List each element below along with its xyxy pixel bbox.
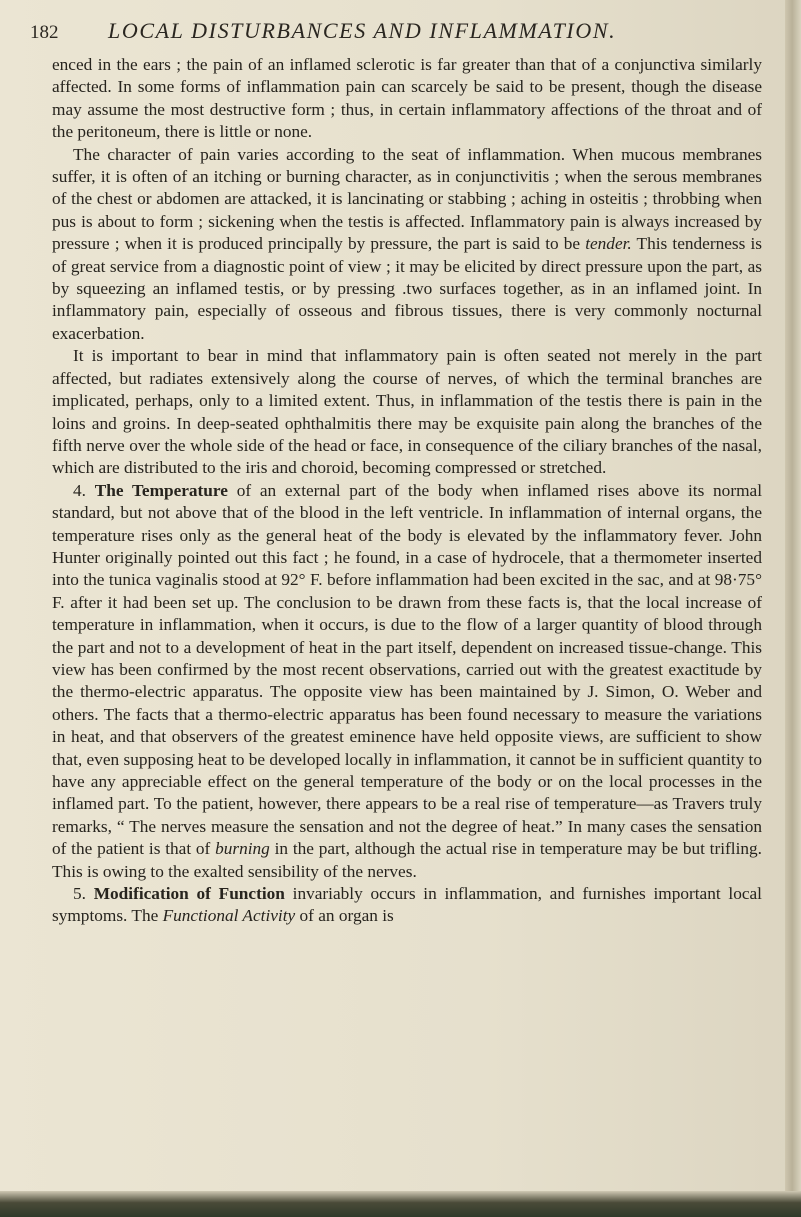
paragraph-text: The character of pain varies according to the seat of inflammation. When mucous membranes suffer, it is often of an itching or burning character, as in conjunctivitis ; when the serous membranes of the chest or abdomen are attacked, it is lancinating or stabbing ; aching in osteitis ; throbbing when pus is about to form ; sickening when the testis is affected. Inflammatory pain is always increased by pressure ; when it is produced principally by pressure, the part is said to be bbox=[52, 144, 762, 254]
page-number: 182 bbox=[30, 22, 59, 43]
section-heading-temperature: The Temperature bbox=[94, 480, 228, 500]
paragraph-function bbox=[52, 883, 762, 928]
emphasis-tender: tender. bbox=[585, 234, 632, 254]
paragraph-text: It is important to bear in mind that inflammatory pain is often seated not merely in the part affected, but radiates extensively along the course of nerves, of which the terminal branches are implicated, perhaps, only to a limited extent. Thus, in inflammation of the testis there is pain in the loins and groins. In deep-seated ophthalmitis there may be exquisite pain along the branches of the fifth nerve over the whole side of the head or face, in consequence of the ciliary branches of the nasal, which are distributed to the iris and choroid, becoming compressed or stretched. bbox=[52, 346, 762, 478]
paragraph-text: in the part, although the actual rise in temperature may be but trifling. This is owing to the exalted sensibility of the nerves. bbox=[52, 839, 762, 881]
page-edge-bottom bbox=[0, 1191, 801, 1217]
page-edge-right bbox=[785, 0, 801, 1217]
paragraph-text: enced in the ears ; the pain of an inflamed sclerotic is far greater than that of a conjunctiva similarly affected. In some forms of inflammation pain can scarcely be said to be present, though the disease may assume the most destructive form ; thus, in certain inflammatory affections of the throat and of the peritoneum, there is little or none. bbox=[52, 55, 762, 142]
emphasis-functional-activity: Functional Activity bbox=[162, 906, 296, 926]
paragraph-text: of an external part of the body when inflamed rises above its normal standard, but not above that of the blood in the left ventricle. In inflammation of internal organs, the temperature rises only as the general heat of the body is elevated by the inflammatory fever. John Hunter originally pointed out this fact ; he found, in a case of hydrocele, that a thermometer inserted into the tunica vaginalis stood at 92° F. before inflammation had been excited in the sac, and at 98·75° F. after it had been set up. The conclusion to be drawn from these facts is, that the local increase of temperature in inflammation, when it occurs, is due to the flow of a larger quantity of blood through the part and not to a development of heat in the part itself, dependent on increased tissue-change. This view has been confirmed by the most recent observations, carried out with the greatest exactitude by the thermo-electric apparatus. The opposite view has been maintained by J. Simon, O. Weber and others. The facts that a thermo-electric apparatus has been found necessary to measure the variations in heat, and that observers of the greatest eminence have held opposite views, are sufficient to show that, even supposing heat to be developed locally in inflammation, it cannot be in sufficient quantity to have any appreciable effect on the general temperature of the body or on the local processes in the inflamed part. To the patient, however, there appears to be a real rise of temperature—as Travers truly remarks, “ The nerves measure the sensation and not the degree of heat.” In many cases the sensation of the patient is that of bbox=[52, 480, 762, 859]
paragraph-text: invariably occurs in inflammation, and furnishes important local symptoms. The bbox=[52, 884, 762, 926]
section-heading-function: Modification of Function bbox=[93, 884, 285, 904]
section-number: 4. bbox=[73, 480, 86, 500]
page-header bbox=[30, 14, 770, 50]
paragraph-text: of an organ is bbox=[295, 906, 394, 926]
body-text bbox=[52, 54, 762, 928]
paragraph-pain-continued bbox=[52, 54, 762, 144]
paragraph-temperature bbox=[52, 480, 762, 883]
running-head: LOCAL DISTURBANCES AND INFLAMMATION. bbox=[108, 18, 617, 43]
paragraph-pain-radiation bbox=[52, 345, 762, 479]
paragraph-text: This tenderness is of great service from a diagnostic point of view ; it may be elicited by direct pressure upon the part, as by squeezing an inflamed testis, or by pressing .two surfaces together, as in an inflamed joint. In inflammatory pain, especially of osseous and fibrous tissues, there is very commonly nocturnal exacerbation. bbox=[52, 234, 762, 343]
emphasis-burning: burning bbox=[215, 839, 270, 859]
paragraph-pain-character bbox=[52, 144, 762, 346]
section-number: 5. bbox=[73, 884, 86, 904]
